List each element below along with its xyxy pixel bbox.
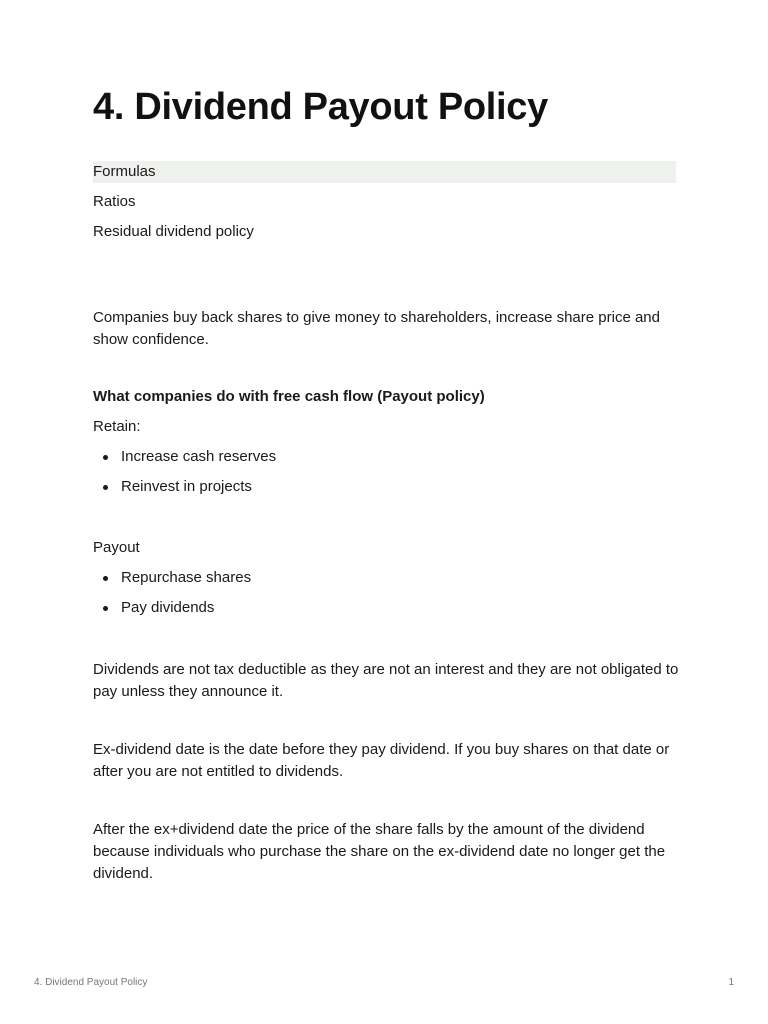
section-heading: What companies do with free cash flow (Payout policy) xyxy=(93,388,485,405)
bullet-icon xyxy=(103,455,108,460)
toc-item-residual-dividend-policy[interactable]: Residual dividend policy xyxy=(93,223,254,240)
price-fall-paragraph: After the ex+dividend date the price of the share falls by the amount of the dividend because individuals who purchase the share on the ex-dividend date no longer get the dividend. xyxy=(93,821,666,882)
intro-paragraph: Companies buy back shares to give money to shareholders, increase share price and show confidence. xyxy=(93,309,660,348)
list-item-text: Repurchase shares xyxy=(121,569,252,586)
retain-list xyxy=(93,446,683,498)
list-item xyxy=(93,446,683,468)
list-item xyxy=(93,476,683,498)
intro-paragraph-block xyxy=(93,307,683,351)
list-item-text: Reinvest in projects xyxy=(121,478,252,495)
bullet-icon xyxy=(103,485,108,490)
toc-item-formulas[interactable]: Formulas xyxy=(93,161,676,183)
list-item xyxy=(93,567,683,589)
payout-section xyxy=(93,537,683,627)
tax-paragraph-block xyxy=(93,659,683,703)
list-item-text: Pay dividends xyxy=(121,599,215,616)
tax-paragraph: Dividends are not tax deductible as they are not an interest and they are not obligated to pay unless they announce it. xyxy=(93,661,679,700)
retain-label: Retain: xyxy=(93,418,141,435)
payout-label: Payout xyxy=(93,539,140,556)
price-fall-paragraph-block xyxy=(93,819,683,885)
list-item xyxy=(93,597,683,619)
ex-dividend-paragraph-block xyxy=(93,739,683,783)
table-of-contents xyxy=(93,161,676,251)
page-title: 4. Dividend Payout Policy xyxy=(93,86,548,128)
bullet-icon xyxy=(103,576,108,581)
bullet-icon xyxy=(103,606,108,611)
payout-policy-section xyxy=(93,386,683,506)
footer-title: 4. Dividend Payout Policy xyxy=(34,977,148,988)
payout-list xyxy=(93,567,683,619)
toc-item-ratios[interactable]: Ratios xyxy=(93,193,136,210)
ex-dividend-paragraph: Ex-dividend date is the date before they pay dividend. If you buy shares on that date or after you are not entitled to dividends. xyxy=(93,741,670,780)
page-number: 1 xyxy=(728,977,734,988)
list-item-text: Increase cash reserves xyxy=(121,448,277,465)
